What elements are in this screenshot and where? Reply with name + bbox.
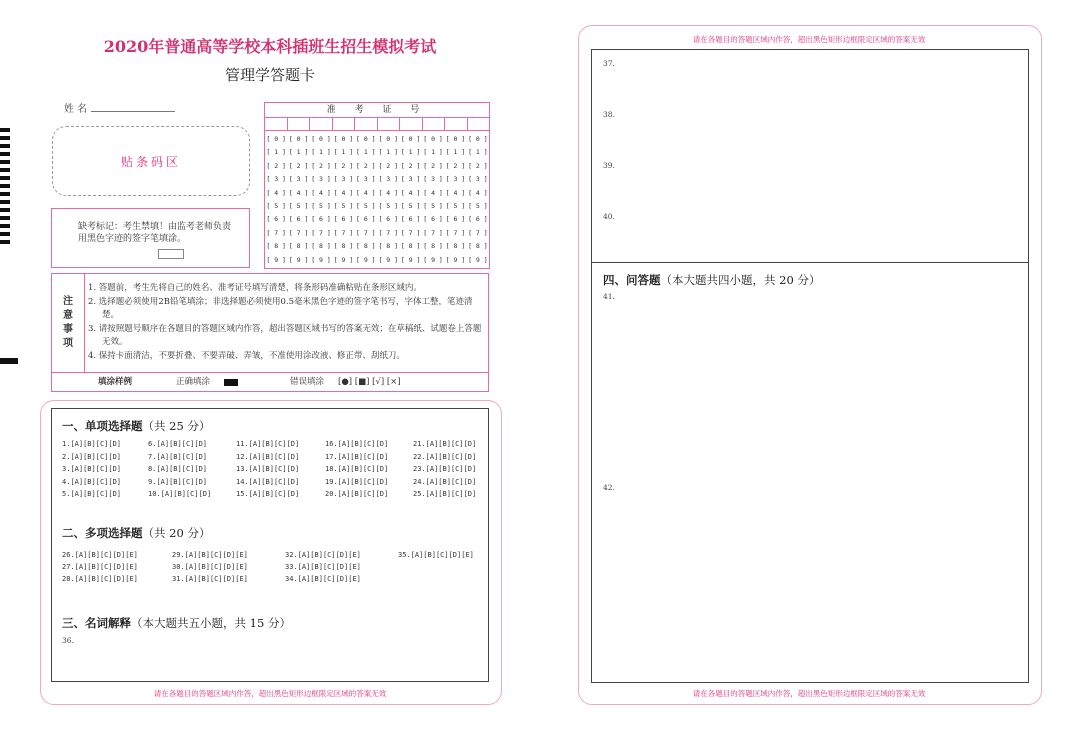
exam-digit-bubble[interactable]: [ 6 ] — [423, 215, 443, 224]
choice-question[interactable] — [325, 465, 388, 473]
exam-digit-bubble[interactable]: [ 3 ] — [333, 175, 354, 184]
choice-question[interactable] — [413, 490, 476, 498]
exam-digit-bubble[interactable]: [ 3 ] — [356, 175, 376, 184]
choice-question[interactable] — [62, 575, 138, 583]
exam-digit-bubble[interactable]: [ 2 ] — [356, 161, 376, 170]
answer-options[interactable]: [A][B][C][D] — [337, 465, 389, 473]
note-item: 3. 请按照题号顺序在各题目的答题区域内作答，超出答题区域书写的答案无效；在草稿纸、试题卷上答题无效。 — [88, 323, 482, 348]
answer-options[interactable]: [A][B][C][D] — [70, 490, 122, 498]
correct-label: 正确填涂 — [176, 377, 211, 387]
exam-digit-bubble[interactable]: [ 7 ] — [356, 228, 376, 237]
answer-options[interactable]: [A][B][C][D] — [70, 477, 122, 486]
exam-digit-bubble[interactable]: [ 0 ] — [356, 135, 376, 143]
choice-question[interactable] — [413, 453, 476, 461]
exam-digit-bubble[interactable]: [ 4 ] — [356, 188, 376, 197]
exam-digit-bubble[interactable]: [ 9 ] — [266, 255, 286, 264]
section3-score: （本大题共五小题，共 15 分） — [131, 616, 291, 630]
section4-title: 四、问答题 — [603, 273, 661, 287]
exam-digit-bubble[interactable]: [ 5 ] — [378, 201, 399, 210]
question-number: 32. — [285, 551, 298, 559]
question-number: 23. — [413, 465, 426, 473]
exam-digit-bubble[interactable]: [ 2 ] — [423, 161, 443, 170]
notes-box — [51, 273, 489, 392]
question-36-label: 36. — [62, 636, 74, 645]
exam-number-column — [265, 131, 287, 267]
choice-question[interactable] — [62, 551, 138, 559]
question-number: 14. — [236, 477, 249, 486]
answer-options[interactable]: [A][B][C][D][E] — [297, 551, 361, 559]
question-number: 17. — [325, 452, 338, 461]
exam-digit-bubble[interactable]: [ 2 ] — [400, 161, 421, 170]
answer-options[interactable]: [A][B][C][D] — [425, 440, 477, 448]
exam-digit-bubble[interactable]: [ 0 ] — [468, 135, 488, 143]
note-item: 1. 答题前，考生先将自己的姓名、准考证号填写清楚，将条形码准确粘贴在条形区域内。 — [88, 283, 422, 293]
question-number: 29. — [172, 551, 185, 559]
exam-digit-bubble[interactable]: [ 4 ] — [468, 188, 488, 197]
exam-digit-bubble[interactable]: [ 5 ] — [266, 201, 286, 210]
exam-digit-bubble[interactable]: [ 3 ] — [445, 175, 466, 184]
exam-digit-bubble[interactable]: [ 8 ] — [378, 242, 399, 251]
exam-digit-bubble[interactable]: [ 0 ] — [288, 135, 309, 143]
question-number: 20. — [325, 490, 338, 498]
exam-digit-bubble[interactable]: [ 7 ] — [378, 228, 399, 237]
question-number: 11. — [236, 440, 249, 448]
question-number: 16. — [325, 440, 338, 448]
notes-label-char: 意 — [63, 310, 73, 321]
section1-title: 一、单项选择题 — [62, 419, 143, 433]
question-number: 33. — [285, 563, 298, 571]
question-number: 13. — [236, 465, 249, 473]
choice-question[interactable] — [236, 465, 299, 473]
question-number: 3. — [62, 465, 71, 473]
timing-marks — [0, 128, 12, 248]
answer-options[interactable]: [A][B][C][D] — [70, 465, 122, 473]
name-field[interactable] — [64, 100, 175, 115]
exam-number-column — [287, 131, 309, 267]
answer-options[interactable]: [A][B][C][D] — [248, 477, 300, 486]
exam-digit-bubble[interactable]: [ 5 ] — [468, 201, 488, 210]
exam-digit-bubble[interactable]: [ 5 ] — [333, 201, 354, 210]
exam-digit-bubble[interactable]: [ 6 ] — [266, 215, 286, 224]
answer-options[interactable]: [A][B][C][D] — [425, 490, 477, 498]
exam-digit-bubble[interactable]: [ 2 ] — [333, 161, 354, 170]
choice-question[interactable] — [62, 490, 121, 498]
exam-digit-bubble[interactable]: [ 7 ] — [311, 228, 331, 237]
exam-number-column — [444, 131, 466, 267]
choice-question[interactable] — [398, 551, 474, 559]
exam-digit-bubble[interactable]: [ 6 ] — [378, 215, 399, 224]
notes-list — [88, 282, 486, 364]
exam-digit-bubble[interactable]: [ 5 ] — [311, 201, 331, 210]
timing-mark-bottom — [0, 358, 18, 364]
correct-sample — [224, 379, 238, 386]
exam-digit-bubble[interactable]: [ 6 ] — [311, 215, 331, 224]
choice-question[interactable] — [62, 465, 121, 473]
exam-digit-bubble[interactable]: [ 0 ] — [333, 135, 354, 143]
choice-question[interactable] — [413, 478, 476, 486]
exam-title: 2020年普通高等学校本科插班生招生模拟考试 — [103, 37, 437, 56]
exam-digit-bubble[interactable]: [ 8 ] — [333, 242, 354, 251]
question-number: 8. — [148, 465, 157, 473]
answer-options[interactable]: [A][B][C][D] — [160, 490, 212, 498]
exam-digit-bubble[interactable]: [ 7 ] — [423, 228, 443, 237]
exam-number-column — [399, 131, 421, 267]
exam-digit-bubble[interactable]: [ 8 ] — [356, 242, 376, 251]
exam-number-write-cell[interactable] — [400, 118, 423, 130]
notes-label-char: 事 — [63, 324, 73, 335]
exam-number-column — [377, 131, 399, 267]
question-number: 34. — [285, 575, 298, 583]
choice-question[interactable] — [236, 453, 299, 461]
choice-question[interactable] — [236, 478, 299, 486]
card-subtitle: 管理学答题卡 — [224, 66, 315, 84]
answer-options[interactable]: [A][B][C][D] — [156, 452, 208, 461]
exam-number-write-cell[interactable] — [355, 118, 378, 130]
absent-text: 缺考标记：考生禁填！由监考老师负责用黑色字迹的签字笔填涂。 — [78, 222, 232, 244]
exam-digit-bubble[interactable]: [ 2 ] — [266, 161, 286, 170]
exam-number-write-cell[interactable] — [288, 118, 311, 130]
exam-digit-bubble[interactable]: [ 5 ] — [423, 201, 443, 210]
exam-digit-bubble[interactable]: [ 0 ] — [445, 135, 466, 143]
exam-digit-bubble[interactable]: [ 4 ] — [311, 188, 331, 197]
exam-digit-bubble[interactable]: [ 7 ] — [445, 228, 466, 237]
answer-options[interactable]: [A][B][C][D] — [425, 465, 477, 473]
exam-digit-bubble[interactable]: [ 6 ] — [333, 215, 354, 224]
wrong-samples: [●] [■] [√] [×] — [338, 377, 401, 387]
exam-digit-bubble[interactable]: [ 8 ] — [445, 242, 466, 251]
answer-options[interactable]: [A][B][C][D] — [248, 465, 300, 473]
answer-options[interactable]: [A][B][C][D] — [337, 477, 389, 486]
section2-score: （共 20 分） — [142, 526, 211, 540]
exam-digit-bubble[interactable]: [ 2 ] — [445, 161, 466, 170]
exam-digit-bubble[interactable]: [ 6 ] — [288, 215, 309, 224]
question-number: 12. — [236, 452, 249, 461]
exam-digit-bubble[interactable]: [ 3 ] — [423, 175, 443, 184]
question-number: 7. — [148, 452, 157, 461]
exam-digit-bubble[interactable]: [ 9 ] — [400, 255, 421, 264]
exam-number-column — [422, 131, 444, 267]
question-number: 4. — [62, 477, 71, 486]
exam-digit-bubble[interactable]: [ 0 ] — [378, 135, 399, 143]
fill-sample-row — [52, 372, 488, 392]
question-number: 22. — [413, 452, 426, 461]
question-number: 15. — [236, 490, 249, 498]
answer-options[interactable]: [A][B][C][D] — [425, 477, 477, 486]
exam-digit-bubble[interactable]: [ 1 ] — [266, 148, 286, 157]
choice-question[interactable] — [148, 440, 207, 448]
exam-number-write-cell[interactable] — [445, 118, 468, 130]
exam-digit-bubble[interactable]: [ 2 ] — [378, 161, 399, 170]
question-number: 31. — [172, 575, 185, 583]
choice-question[interactable] — [325, 490, 388, 498]
answer-options[interactable]: [A][B][C][D][E] — [184, 551, 248, 559]
exam-digit-bubble[interactable]: [ 8 ] — [288, 242, 309, 251]
choice-question[interactable] — [148, 465, 207, 473]
exam-number-write-cell[interactable] — [310, 118, 333, 130]
exam-digit-bubble[interactable]: [ 2 ] — [311, 161, 331, 170]
exam-digit-bubble[interactable]: [ 9 ] — [445, 255, 466, 264]
answer-options[interactable]: [A][B][C][D] — [156, 465, 208, 473]
answer-options[interactable]: [A][B][C][D] — [248, 440, 300, 448]
answer-options[interactable]: [A][B][C][D][E] — [410, 551, 474, 559]
question-number: 9. — [148, 477, 157, 486]
question-number: 24. — [413, 477, 426, 486]
exam-digit-bubble[interactable]: [ 0 ] — [311, 135, 331, 143]
exam-digit-bubble[interactable]: [ 0 ] — [423, 135, 443, 143]
exam-number-column — [467, 131, 489, 267]
choice-question[interactable] — [172, 551, 248, 559]
exam-number-column — [355, 131, 377, 267]
left-footer: 请在各题目的答题区域内作答，超出黑色矩形边框限定区域的答案无效 — [153, 689, 387, 698]
notes-label — [52, 274, 85, 372]
name-line — [91, 101, 175, 112]
exam-digit-bubble[interactable]: [ 7 ] — [288, 228, 309, 237]
section4-score: （本大题共四小题，共 20 分） — [660, 273, 821, 287]
answer-options[interactable]: [A][B][C][D] — [70, 452, 122, 461]
exam-digit-bubble[interactable]: [ 9 ] — [468, 255, 488, 264]
barcode-label: 贴条码区 — [120, 154, 181, 169]
choice-question[interactable] — [172, 575, 248, 583]
answer-options[interactable]: [A][B][C][D][E] — [184, 575, 248, 583]
exam-digit-bubble[interactable]: [ 3 ] — [288, 175, 309, 184]
exam-digit-bubble[interactable]: [ 1 ] — [311, 148, 331, 157]
exam-number-write-cell[interactable] — [378, 118, 401, 130]
section2-heading — [62, 525, 210, 541]
question-number: 18. — [325, 465, 338, 473]
section4-heading — [603, 272, 820, 288]
choice-question[interactable] — [285, 563, 361, 571]
section3-title: 三、名词解释 — [62, 616, 131, 630]
exam-digit-bubble[interactable]: [ 1 ] — [356, 148, 376, 157]
choice-question[interactable] — [236, 490, 299, 498]
exam-digit-bubble[interactable]: [ 3 ] — [266, 175, 286, 184]
right-footer: 请在各题目的答题区域内作答，超出黑色矩形边框限定区域的答案无效 — [692, 689, 926, 698]
choice-question[interactable] — [62, 453, 121, 461]
exam-digit-bubble[interactable]: [ 9 ] — [378, 255, 399, 264]
exam-digit-bubble[interactable]: [ 4 ] — [333, 188, 354, 197]
exam-number-label: 准 考 证 号 — [265, 103, 489, 118]
choice-question[interactable] — [325, 440, 388, 448]
exam-digit-bubble[interactable]: [ 4 ] — [423, 188, 443, 197]
exam-digit-bubble[interactable]: [ 6 ] — [400, 215, 421, 224]
answer-options[interactable]: [A][B][C][D][E] — [74, 575, 138, 583]
exam-digit-bubble[interactable]: [ 4 ] — [378, 188, 399, 197]
choice-question[interactable] — [148, 453, 207, 461]
exam-number-column — [332, 131, 354, 267]
exam-digit-bubble[interactable]: [ 3 ] — [468, 175, 488, 184]
exam-digit-bubble[interactable]: [ 7 ] — [266, 228, 286, 237]
question-number: 25. — [413, 490, 426, 498]
name-label: 姓 名 — [64, 104, 88, 115]
exam-digit-bubble[interactable]: [ 5 ] — [288, 201, 309, 210]
exam-digit-bubble[interactable]: [ 3 ] — [400, 175, 421, 184]
section3-heading — [62, 615, 291, 631]
exam-digit-bubble[interactable]: [ 8 ] — [400, 242, 421, 251]
barcode-area — [52, 126, 250, 196]
choice-question[interactable] — [236, 440, 299, 448]
exam-digit-bubble[interactable]: [ 4 ] — [400, 188, 421, 197]
exam-digit-bubble[interactable]: [ 3 ] — [311, 175, 331, 184]
exam-number-column — [310, 131, 332, 267]
wrong-label: 错误填涂 — [290, 377, 325, 387]
choice-question[interactable] — [62, 478, 121, 486]
exam-digit-bubble[interactable]: [ 0 ] — [400, 135, 421, 143]
absent-checkbox[interactable] — [158, 249, 184, 259]
question-number: 19. — [325, 477, 338, 486]
answer-options[interactable]: [A][B][C][D][E] — [74, 563, 138, 571]
question-40-label: 40. — [603, 212, 615, 221]
question-38-label: 38. — [603, 110, 615, 119]
absent-mark-box — [51, 208, 250, 268]
exam-number-write-cell[interactable] — [265, 118, 288, 130]
exam-digit-bubble[interactable]: [ 9 ] — [311, 255, 331, 264]
exam-digit-bubble[interactable]: [ 1 ] — [288, 148, 309, 157]
answer-options[interactable]: [A][B][C][D] — [248, 490, 300, 498]
question-number: 5. — [62, 490, 71, 498]
answer-options[interactable]: [A][B][C][D] — [156, 440, 208, 448]
exam-digit-bubble[interactable]: [ 5 ] — [445, 201, 466, 210]
notes-label-char: 项 — [63, 338, 73, 349]
answer-options[interactable]: [A][B][C][D][E] — [297, 575, 361, 583]
exam-digit-bubble[interactable]: [ 9 ] — [356, 255, 376, 264]
right-answer-frame — [591, 49, 1029, 683]
exam-digit-bubble[interactable]: [ 6 ] — [356, 215, 376, 224]
exam-digit-bubble[interactable]: [ 8 ] — [423, 242, 443, 251]
note-item: 2. 选择题必须使用2B铅笔填涂；非选择题必须使用0.5毫米黑色字迹的签字笔书写，字体工整，笔迹清楚。 — [88, 296, 473, 321]
choice-question[interactable] — [148, 490, 211, 498]
question-number: 28. — [62, 575, 75, 583]
answer-options[interactable]: [A][B][C][D] — [70, 440, 122, 448]
exam-digit-bubble[interactable]: [ 4 ] — [288, 188, 309, 197]
exam-digit-bubble[interactable]: [ 2 ] — [468, 161, 488, 170]
exam-digit-bubble[interactable]: [ 6 ] — [445, 215, 466, 224]
exam-digit-bubble[interactable]: [ 3 ] — [378, 175, 399, 184]
exam-digit-bubble[interactable]: [ 6 ] — [468, 215, 488, 224]
choice-question[interactable] — [413, 440, 476, 448]
exam-digit-bubble[interactable]: [ 9 ] — [288, 255, 309, 264]
answer-options[interactable]: [A][B][C][D] — [337, 452, 389, 461]
exam-digit-bubble[interactable]: [ 1 ] — [423, 148, 443, 157]
question-number: 21. — [413, 440, 426, 448]
answer-options[interactable]: [A][B][C][D] — [337, 440, 389, 448]
exam-digit-bubble[interactable]: [ 8 ] — [266, 242, 286, 251]
section1-heading — [62, 418, 210, 434]
exam-digit-bubble[interactable]: [ 7 ] — [333, 228, 354, 237]
choice-question[interactable] — [285, 551, 361, 559]
choice-question[interactable] — [325, 478, 388, 486]
exam-digit-bubble[interactable]: [ 1 ] — [333, 148, 354, 157]
exam-number-bubbles[interactable] — [265, 131, 489, 267]
question-number: 27. — [62, 563, 75, 571]
question-number: 35. — [398, 551, 411, 559]
exam-digit-bubble[interactable]: [ 1 ] — [445, 148, 466, 157]
exam-digit-bubble[interactable]: [ 0 ] — [266, 135, 286, 143]
sample-label: 填涂样例 — [98, 377, 133, 387]
question-number: 10. — [148, 490, 161, 498]
exam-digit-bubble[interactable]: [ 9 ] — [333, 255, 354, 264]
question-number: 26. — [62, 551, 75, 559]
notes-label-char: 注 — [63, 296, 73, 307]
section2-title: 二、多项选择题 — [62, 526, 143, 540]
answer-options[interactable]: [A][B][C][D] — [156, 477, 208, 486]
left-answer-frame — [51, 408, 489, 682]
question-number: 6. — [148, 440, 157, 448]
choice-question[interactable] — [325, 453, 388, 461]
exam-digit-bubble[interactable]: [ 8 ] — [468, 242, 488, 251]
question-42-label: 42. — [603, 483, 615, 492]
answer-options[interactable]: [A][B][C][D] — [425, 452, 477, 461]
exam-number-write-cell[interactable] — [333, 118, 356, 130]
answer-options[interactable]: [A][B][C][D][E] — [184, 563, 248, 571]
question-number: 1. — [62, 440, 71, 448]
exam-digit-bubble[interactable]: [ 1 ] — [378, 148, 399, 157]
question-number: 2. — [62, 452, 71, 461]
exam-digit-bubble[interactable]: [ 1 ] — [468, 148, 488, 157]
choice-question[interactable] — [148, 478, 207, 486]
question-number: 30. — [172, 563, 185, 571]
choice-question[interactable] — [62, 563, 138, 571]
exam-digit-bubble[interactable]: [ 7 ] — [468, 228, 488, 237]
exam-number-write-cell[interactable] — [468, 118, 490, 130]
exam-digit-bubble[interactable]: [ 2 ] — [288, 161, 309, 170]
choice-question[interactable] — [285, 575, 361, 583]
section1-score: （共 25 分） — [142, 419, 211, 433]
exam-number-write-row[interactable] — [265, 118, 489, 131]
question-37-label: 37. — [603, 59, 615, 68]
exam-digit-bubble[interactable]: [ 5 ] — [400, 201, 421, 210]
exam-digit-bubble[interactable]: [ 5 ] — [356, 201, 376, 210]
exam-digit-bubble[interactable]: [ 4 ] — [445, 188, 466, 197]
answer-options[interactable]: [A][B][C][D][E] — [297, 563, 361, 571]
exam-number-write-cell[interactable] — [423, 118, 446, 130]
answer-options[interactable]: [A][B][C][D] — [248, 452, 300, 461]
exam-number-grid — [264, 102, 490, 269]
answer-options[interactable]: [A][B][C][D][E] — [74, 551, 138, 559]
exam-digit-bubble[interactable]: [ 7 ] — [400, 228, 421, 237]
question-41-label: 41. — [603, 292, 615, 301]
exam-digit-bubble[interactable]: [ 4 ] — [266, 188, 286, 197]
right-divider — [591, 262, 1029, 263]
choice-question[interactable] — [62, 440, 121, 448]
question-39-label: 39. — [603, 161, 615, 170]
note-item: 4. 保持卡面清洁，不要折叠、不要弄破、弄皱，不准使用涂改液、修正带、刮纸刀。 — [88, 350, 405, 361]
exam-digit-bubble[interactable]: [ 8 ] — [311, 242, 331, 251]
choice-question[interactable] — [413, 465, 476, 473]
choice-question[interactable] — [172, 563, 248, 571]
exam-digit-bubble[interactable]: [ 9 ] — [423, 255, 443, 264]
answer-options[interactable]: [A][B][C][D] — [337, 490, 389, 498]
exam-digit-bubble[interactable]: [ 1 ] — [400, 148, 421, 157]
right-header-note: 请在各题目的答题区域内作答，超出黑色矩形边框限定区域的答案无效 — [692, 35, 926, 44]
